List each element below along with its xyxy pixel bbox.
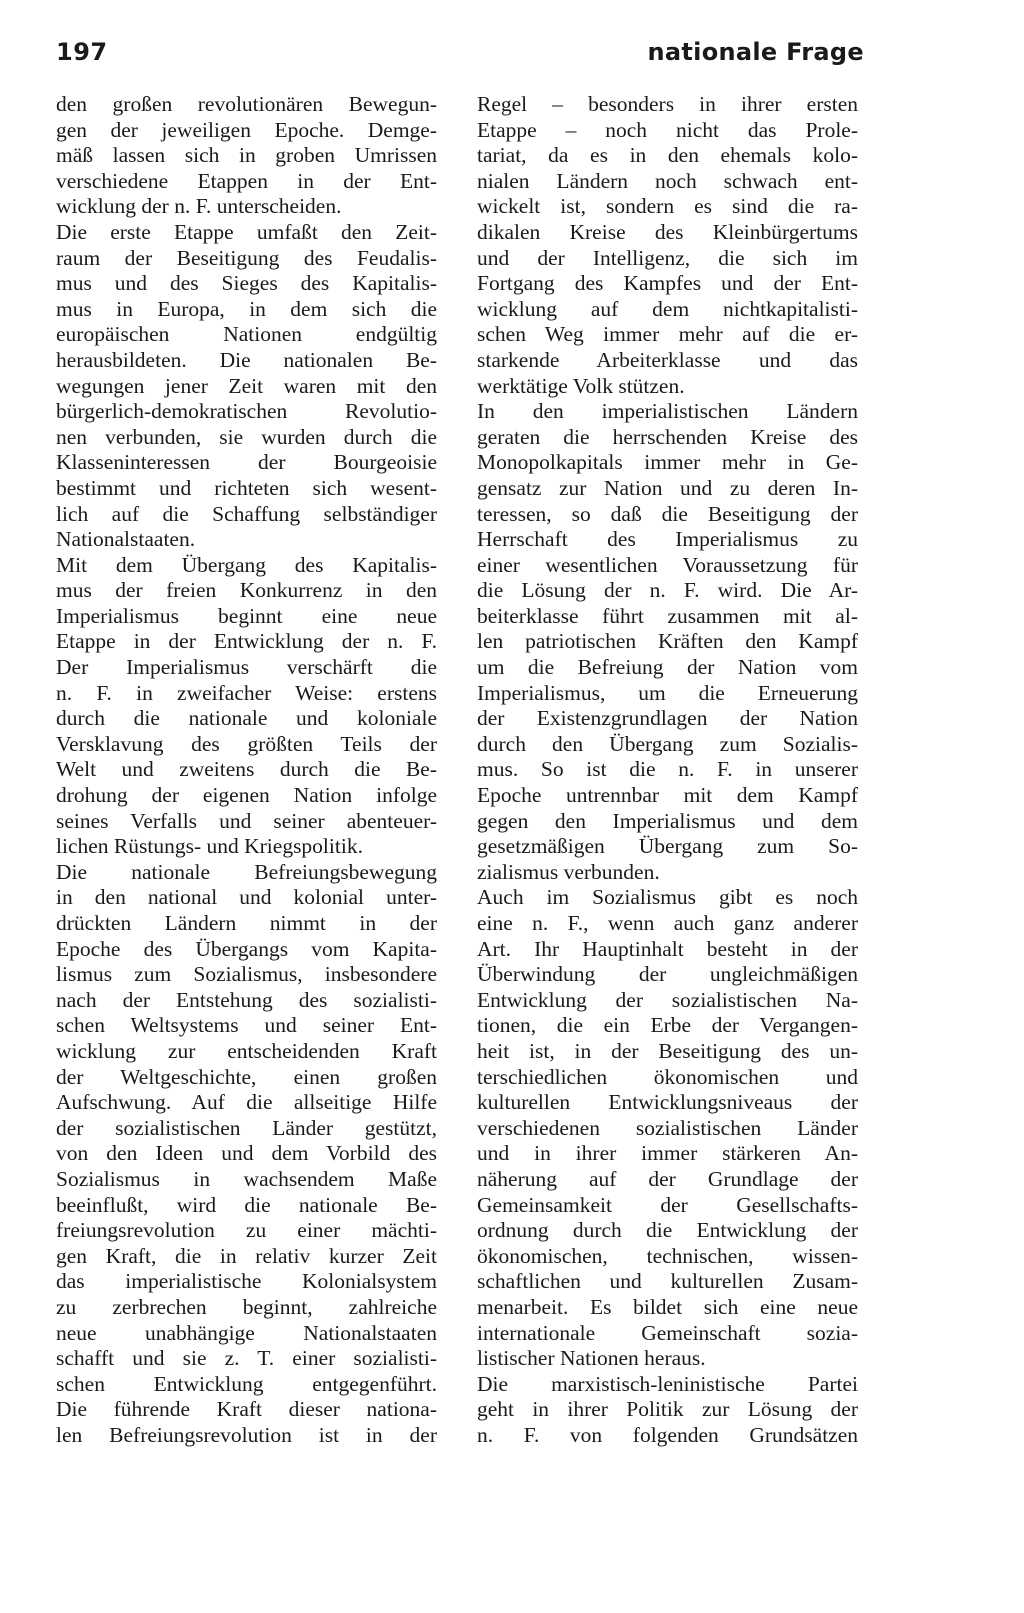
text-line: gen Kraft, die in relativ kurzer Zeit — [56, 1243, 437, 1268]
text-line: gesetzmäßigen Übergang zum So- — [477, 834, 858, 859]
text-line: listischer Nationen heraus. — [477, 1346, 706, 1371]
text-line: Überwindung der ungleichmäßigen — [477, 962, 858, 987]
text-line: neue unabhängige Nationalstaaten — [56, 1320, 437, 1345]
text-line: tionen, die ein Erbe der Vergangen- — [477, 1013, 858, 1038]
text-line: wicklung der n. F. unterscheiden. — [56, 194, 342, 219]
text-line: näherung auf der Grundlage der — [477, 1166, 858, 1191]
text-line: Epoche des Übergangs vom Kapita- — [56, 936, 437, 961]
text-line: mus in Europa, in dem sich die — [56, 296, 437, 321]
text-line: herausbildeten. Die nationalen Be- — [56, 347, 437, 372]
text-line: beeinflußt, wird die nationale Be- — [56, 1192, 437, 1217]
text-line: len patriotischen Kräften den Kampf — [477, 629, 858, 654]
text-line: gen der jeweiligen Epoche. Demge- — [56, 117, 437, 142]
text-line: kulturellen Entwicklungsniveaus der — [477, 1090, 858, 1115]
text-line: n. F. in zweifacher Weise: erstens — [56, 680, 437, 705]
text-line: Welt und zweitens durch die Be- — [56, 757, 437, 782]
text-line: das imperialistische Kolonialsystem — [56, 1269, 437, 1294]
text-line: Der Imperialismus verschärft die — [56, 655, 437, 680]
text-line: der Weltgeschichte, einen großen — [56, 1064, 437, 1089]
text-line: wegungen jener Zeit waren mit den — [56, 373, 437, 398]
text-line: Klasseninteressen der Bourgeoisie — [56, 450, 437, 475]
text-line: Die führende Kraft dieser nationa- — [56, 1397, 437, 1422]
text-line: dikalen Kreise des Kleinbürgertums — [477, 219, 858, 244]
text-column-right — [477, 92, 858, 1448]
text-line: bestimmt und richteten sich wesent- — [56, 475, 437, 500]
text-line: Die marxistisch-leninistische Partei — [477, 1371, 858, 1396]
text-line: Fortgang des Kampfes und der Ent- — [477, 271, 858, 296]
text-line: Herrschaft des Imperialismus zu — [477, 527, 858, 552]
text-line: menarbeit. Es bildet sich eine neue — [477, 1294, 858, 1319]
text-line: Sozialismus in wachsendem Maße — [56, 1166, 437, 1191]
text-line: freiungsrevolution zu einer mächti- — [56, 1218, 437, 1243]
text-line: drohung der eigenen Nation infolge — [56, 783, 437, 808]
text-line: durch die nationale und koloniale — [56, 706, 437, 731]
text-line: Monopolkapitals immer mehr in Ge- — [477, 450, 858, 475]
text-line: geht in ihrer Politik zur Lösung der — [477, 1397, 858, 1422]
text-line: Die erste Etappe umfaßt den Zeit- — [56, 219, 437, 244]
text-line: um die Befreiung der Nation vom — [477, 655, 858, 680]
text-line: wicklung zur entscheidenden Kraft — [56, 1038, 437, 1063]
text-line: wicklung auf dem nichtkapitalisti- — [477, 296, 858, 321]
text-line: drückten Ländern nimmt in der — [56, 911, 437, 935]
text-line: internationale Gemeinschaft sozia- — [477, 1320, 858, 1345]
text-line: n. F. von folgenden Grundsätzen — [477, 1422, 858, 1447]
text-line: Aufschwung. Auf die allseitige Hilfe — [56, 1090, 437, 1115]
text-line: die Lösung der n. F. wird. Die Ar- — [477, 578, 858, 603]
text-line: nialen Ländern noch schwach ent- — [477, 168, 858, 193]
text-line: mus. So ist die n. F. in unserer — [477, 757, 858, 782]
text-line: zu zerbrechen beginnt, zahlreiche — [56, 1294, 437, 1319]
text-line: seines Verfalls und seiner abenteuer- — [56, 808, 437, 833]
text-line: und der Intelligenz, die sich im — [477, 245, 858, 270]
text-line: schafft und sie z. T. einer sozialisti- — [56, 1346, 437, 1371]
running-head: nationale Frage — [647, 38, 864, 66]
text-line: der sozialistischen Länder gestützt, — [56, 1115, 437, 1140]
text-line: Nationalstaaten. — [56, 527, 196, 552]
text-line: werktätige Volk stützen. — [477, 373, 685, 398]
text-line: lich auf die Schaffung selbständiger — [56, 501, 437, 526]
text-line: schaftlichen und kulturellen Zusam- — [477, 1269, 858, 1294]
page-header — [56, 38, 864, 78]
text-line: Etappe in der Entwicklung der n. F. — [56, 629, 437, 654]
text-line: tariat, da es in den ehemals kolo- — [477, 143, 858, 168]
text-line: mus und des Sieges des Kapitalis- — [56, 271, 437, 296]
text-line: lichen Rüstungs- und Kriegspolitik. — [56, 834, 363, 859]
text-line: Entwicklung der sozialistischen Na- — [477, 987, 858, 1012]
text-line: Auch im Sozialismus gibt es noch — [477, 885, 858, 910]
text-line: bürgerlich-demokratischen Revolutio- — [56, 399, 437, 424]
text-line: heit ist, in der Beseitigung des un- — [477, 1038, 858, 1063]
text-line: eine n. F., wenn auch ganz anderer — [477, 911, 858, 935]
text-line: zialismus verbunden. — [477, 859, 660, 884]
text-line: Regel – besonders in ihrer ersten — [477, 92, 858, 116]
text-line: in den national und kolonial unter- — [56, 885, 437, 910]
text-line: terschiedlichen ökonomischen und — [477, 1064, 858, 1089]
text-line: teressen, so daß die Beseitigung der — [477, 501, 858, 526]
text-line: Imperialismus beginnt eine neue — [56, 603, 437, 628]
text-line: den großen revolutionären Bewegun- — [56, 92, 437, 116]
text-line: wickelt ist, sondern es sind die ra- — [477, 194, 858, 219]
text-line: schen Weg immer mehr auf die er- — [477, 322, 858, 347]
text-line: starkende Arbeiterklasse und das — [477, 347, 858, 372]
text-line: ordnung durch die Entwicklung der — [477, 1218, 858, 1243]
text-line: schen Entwicklung entgegenführt. — [56, 1371, 437, 1396]
text-line: Versklavung des größten Teils der — [56, 731, 437, 756]
text-line: gegen den Imperialismus und dem — [477, 808, 858, 833]
text-line: Etappe – noch nicht das Prole- — [477, 117, 858, 142]
text-line: und in ihrer immer stärkeren An- — [477, 1141, 858, 1166]
text-line: einer wesentlichen Voraussetzung für — [477, 552, 858, 577]
text-line: Gemeinsamkeit der Gesellschafts- — [477, 1192, 858, 1217]
page-number: 197 — [56, 38, 108, 66]
text-line: verschiedene Etappen in der Ent- — [56, 168, 437, 193]
text-line: schen Weltsystems und seiner Ent- — [56, 1013, 437, 1038]
text-line: durch den Übergang zum Sozialis- — [477, 731, 858, 756]
text-line: mäß lassen sich in groben Umrissen — [56, 143, 437, 168]
text-line: ökonomischen, technischen, wissen- — [477, 1243, 858, 1268]
text-line: geraten die herrschenden Kreise des — [477, 424, 858, 449]
text-line: Art. Ihr Hauptinhalt besteht in der — [477, 936, 858, 961]
text-line: europäischen Nationen endgültig — [56, 322, 437, 347]
text-line: gensatz zur Nation und zu deren In- — [477, 475, 858, 500]
text-line: von den Ideen und dem Vorbild des — [56, 1141, 437, 1166]
text-line: Epoche untrennbar mit dem Kampf — [477, 783, 858, 808]
text-line: beiterklasse führt zusammen mit al- — [477, 603, 858, 628]
text-line: mus der freien Konkurrenz in den — [56, 578, 437, 603]
text-line: nen verbunden, sie wurden durch die — [56, 424, 437, 449]
text-column-left — [56, 92, 437, 1448]
text-line: nach der Entstehung des sozialisti- — [56, 987, 437, 1012]
text-line: len Befreiungsrevolution ist in der — [56, 1422, 437, 1447]
text-line: lismus zum Sozialismus, insbesondere — [56, 962, 437, 987]
text-line: Die nationale Befreiungsbewegung — [56, 859, 437, 884]
text-line: verschiedenen sozialistischen Länder — [477, 1115, 858, 1140]
text-line: der Existenzgrundlagen der Nation — [477, 706, 858, 731]
text-line: Imperialismus, um die Erneuerung — [477, 680, 858, 705]
text-line: In den imperialistischen Ländern — [477, 399, 858, 424]
text-line: raum der Beseitigung des Feudalis- — [56, 245, 437, 270]
text-line: Mit dem Übergang des Kapitalis- — [56, 552, 437, 577]
